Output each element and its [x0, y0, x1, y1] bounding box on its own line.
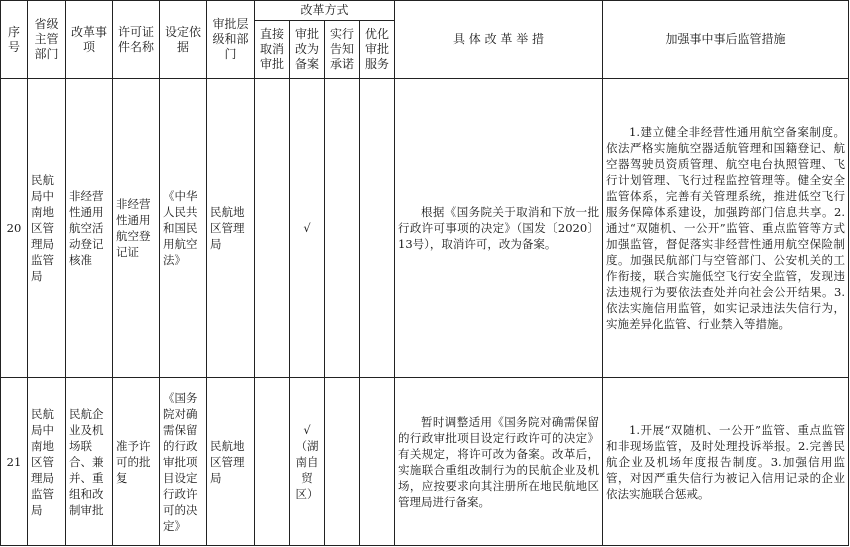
row-item: 民航企业及机场联合、兼并、重组和改制审批: [66, 378, 113, 546]
header-dept: 省级主管部门: [28, 1, 66, 79]
row-optimize: [360, 79, 395, 378]
header-supervision: 加强事中事后监管措施: [603, 1, 849, 79]
header-measures: 具 体 改 革 举 措: [395, 1, 603, 79]
row-promise: [325, 378, 360, 546]
header-promise: 实行告知承诺: [325, 21, 360, 79]
row-dept: 民航局中南地区管理局监管局: [28, 378, 66, 546]
row-level: 民航地区管理局: [207, 378, 255, 546]
row-supervision: 1.开展“双随机、一公开”监管、重点监管和非现场监管，及时处理投诉举报。2.完善民航企业及机场年度报告制度。3.加强信用监管，对因严重失信行为被记入信用记录的企业依法实施联合惩戒。: [603, 378, 849, 546]
header-direct-cancel: 直接取消审批: [255, 21, 290, 79]
row-promise: [325, 79, 360, 378]
row-license: 非经营性通用航空登记证: [113, 79, 160, 378]
row-filing: √（湖南自贸区）: [290, 378, 325, 546]
row-direct-cancel: [255, 79, 290, 378]
header-row-top: [1, 1, 849, 21]
header-reform-method: 改革方式: [255, 1, 395, 21]
row-supervision: 1.建立健全非经营性通用航空备案制度。依法严格实施航空器适航管理和国籍登记、航空器驾驶员资质管理、航空电台执照管理、飞行计划管理、飞行过程监控管理等。健全安全监管体系，完善有关管理系统，推进低空飞行服务保障体系建设，加强跨部门信息共享。2.通过“双随机、一公开”监管、重点监管等方式加强监管，督促落实非经营性通用航空保险制度。加强民航部门与空管部门、公安机关的工作衔接，联合实施低空飞行安全监管，发现违法违规行为要依法查处并向社会公开结果。3.依法实施信用监管，如实记录违法失信行为，实施差异化监管、行业禁入等措施。: [603, 79, 849, 378]
row-seq: 21: [1, 378, 28, 546]
row-seq: 20: [1, 79, 28, 378]
header-license: 许可证件名称: [113, 1, 160, 79]
row-direct-cancel: [255, 378, 290, 546]
row-license: 准予许可的批复: [113, 378, 160, 546]
header-item: 改革事项: [66, 1, 113, 79]
row-level: 民航地区管理局: [207, 79, 255, 378]
row-basis: 《国务院对确需保留的行政审批项目设定行政许可的决定》: [160, 378, 207, 546]
row-optimize: [360, 378, 395, 546]
row-basis: 《中华人民共和国民用航空法》: [160, 79, 207, 378]
header-seq: 序号: [1, 1, 28, 79]
row-item: 非经营性通用航空活动登记核准: [66, 79, 113, 378]
table-row: [1, 79, 849, 378]
header-basis: 设定依据: [160, 1, 207, 79]
header-level: 审批层级和部门: [207, 1, 255, 79]
header-optimize: 优化审批服务: [360, 21, 395, 79]
row-filing: √: [290, 79, 325, 378]
row-measures: 根据《国务院关于取消和下放一批行政许可事项的决定》（国发〔2020〕13号），取消许可，改为备案。: [395, 79, 603, 378]
header-filing: 审批改为备案: [290, 21, 325, 79]
table-row: [1, 378, 849, 546]
row-measures: 暂时调整适用《国务院对确需保留的行政审批项目设定行政许可的决定》有关规定，将许可改为备案。改革后，实施联合重组改制行为的民航企业及机场，应按要求向其注册所在地民航地区管理局进行备案。: [395, 378, 603, 546]
row-dept: 民航局中南地区管理局监管局: [28, 79, 66, 378]
